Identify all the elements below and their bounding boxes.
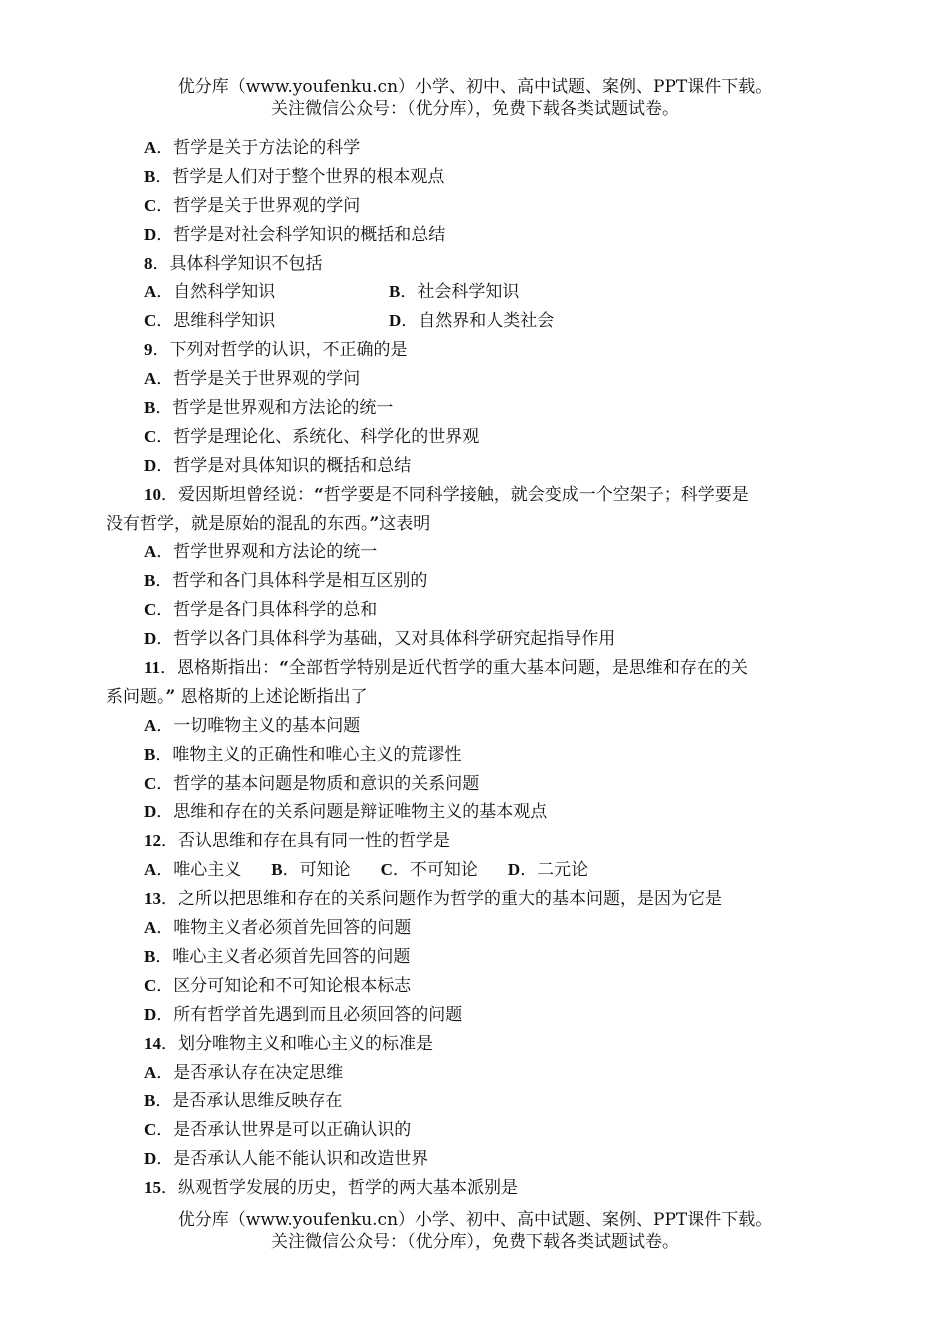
- q9-option-a: A．哲学是关于世界观的学问: [144, 369, 361, 390]
- q13-option-a: A．唯物主义者必须首先回答的问题: [144, 918, 412, 939]
- q11-option-c: C．哲学的基本问题是物质和意识的关系问题: [144, 773, 480, 794]
- q8-options-row-1: [106, 278, 836, 307]
- document-body: [106, 134, 836, 1203]
- q13-option-c: C．区分可知论和不可知论根本标志: [144, 975, 412, 996]
- q11-stem-line-2: 系问题。” 恩格斯的上述论断指出了: [106, 686, 368, 707]
- q14-option-d: D．是否承认人能不能认识和改造世界: [144, 1149, 429, 1170]
- q8-stem: 8．具体科学知识不包括: [144, 253, 323, 274]
- q8-option-a: A．自然科学知识: [144, 282, 276, 303]
- q12-option-d: D．二元论: [507, 860, 589, 881]
- q10-option-a: A．哲学世界观和方法论的统一: [144, 542, 378, 563]
- q9-option-b: B．哲学是世界观和方法论的统一: [144, 398, 394, 419]
- q12-options-row: [106, 856, 836, 885]
- q13-stem: 13．之所以把思维和存在的关系问题作为哲学的重大的基本问题，是因为它是: [144, 889, 722, 910]
- q10-option-b: B．哲学和各门具体科学是相互区别的: [144, 571, 428, 592]
- footer-line-2: 关注微信公众号：（优分库），免费下载各类试题试卷。: [271, 1232, 679, 1252]
- q14-option-a: A．是否承认存在决定思维: [144, 1062, 344, 1083]
- q9-stem: 9．下列对哲学的认识，不正确的是: [144, 340, 408, 361]
- footer-line-1: 优分库（www.youfenku.cn）小学、初中、高中试题、案例、PPT课件下载。: [177, 1210, 773, 1230]
- q8-option-d: D．自然界和人类社会: [389, 311, 555, 332]
- q10-stem-line-2: 没有哲学，就是原始的混乱的东西。”这表明: [106, 513, 431, 534]
- q13-option-b: B．唯心主义者必须首先回答的问题: [144, 946, 411, 967]
- q10-option-c: C．哲学是各门具体科学的总和: [144, 600, 378, 621]
- page-footer: [0, 1209, 950, 1253]
- q13-option-d: D．所有哲学首先遇到而且必须回答的问题: [144, 1004, 463, 1025]
- q7-option-d: D．哲学是对社会科学知识的概括和总结: [144, 224, 446, 245]
- q11-option-d: D．思维和存在的关系问题是辩证唯物主义的基本观点: [144, 802, 548, 823]
- q12-option-a: A．唯心主义: [144, 860, 242, 881]
- q10-option-d: D．哲学以各门具体科学为基础，又对具体科学研究起指导作用: [144, 629, 616, 650]
- q7-option-c: C．哲学是关于世界观的学问: [144, 195, 361, 216]
- q7-option-a: A．哲学是关于方法论的科学: [144, 138, 361, 158]
- q11-option-a: A．一切唯物主义的基本问题: [144, 715, 361, 736]
- q10-stem-line-1: 10．爱因斯坦曾经说：“哲学要是不同科学接触，就会变成一个空架子；科学要是: [144, 484, 749, 505]
- q11-option-b: B．唯物主义的正确性和唯心主义的荒谬性: [144, 744, 462, 765]
- q11-stem-line-1: 11．恩格斯指出：“全部哲学特别是近代哲学的重大基本问题，是思维和存在的关: [144, 658, 748, 679]
- q12-option-b: B．可知论: [271, 860, 351, 881]
- header-line-1: 优分库（www.youfenku.cn）小学、初中、高中试题、案例、PPT课件下载。: [177, 77, 773, 97]
- q8-option-c: C．思维科学知识: [144, 311, 276, 332]
- q9-option-d: D．哲学是对具体知识的概括和总结: [144, 455, 412, 476]
- page-header: [0, 76, 950, 120]
- q12-option-c: C．不可知论: [380, 860, 478, 881]
- q15-stem: 15．纵观哲学发展的历史，哲学的两大基本派别是: [144, 1178, 518, 1199]
- q8-option-b: B．社会科学知识: [389, 282, 520, 303]
- q14-option-b: B．是否承认思维反映存在: [144, 1091, 343, 1112]
- q9-option-c: C．哲学是理论化、系统化、科学化的世界观: [144, 426, 480, 447]
- q14-option-c: C．是否承认世界是可以正确认识的: [144, 1120, 412, 1141]
- q8-options-row-2: [106, 307, 836, 336]
- q7-option-b: B．哲学是人们对于整个世界的根本观点: [144, 166, 445, 187]
- header-line-2: 关注微信公众号：（优分库），免费下载各类试题试卷。: [271, 99, 679, 119]
- q14-stem: 14．划分唯物主义和唯心主义的标准是: [144, 1033, 433, 1054]
- q12-stem: 12．否认思维和存在具有同一性的哲学是: [144, 831, 450, 852]
